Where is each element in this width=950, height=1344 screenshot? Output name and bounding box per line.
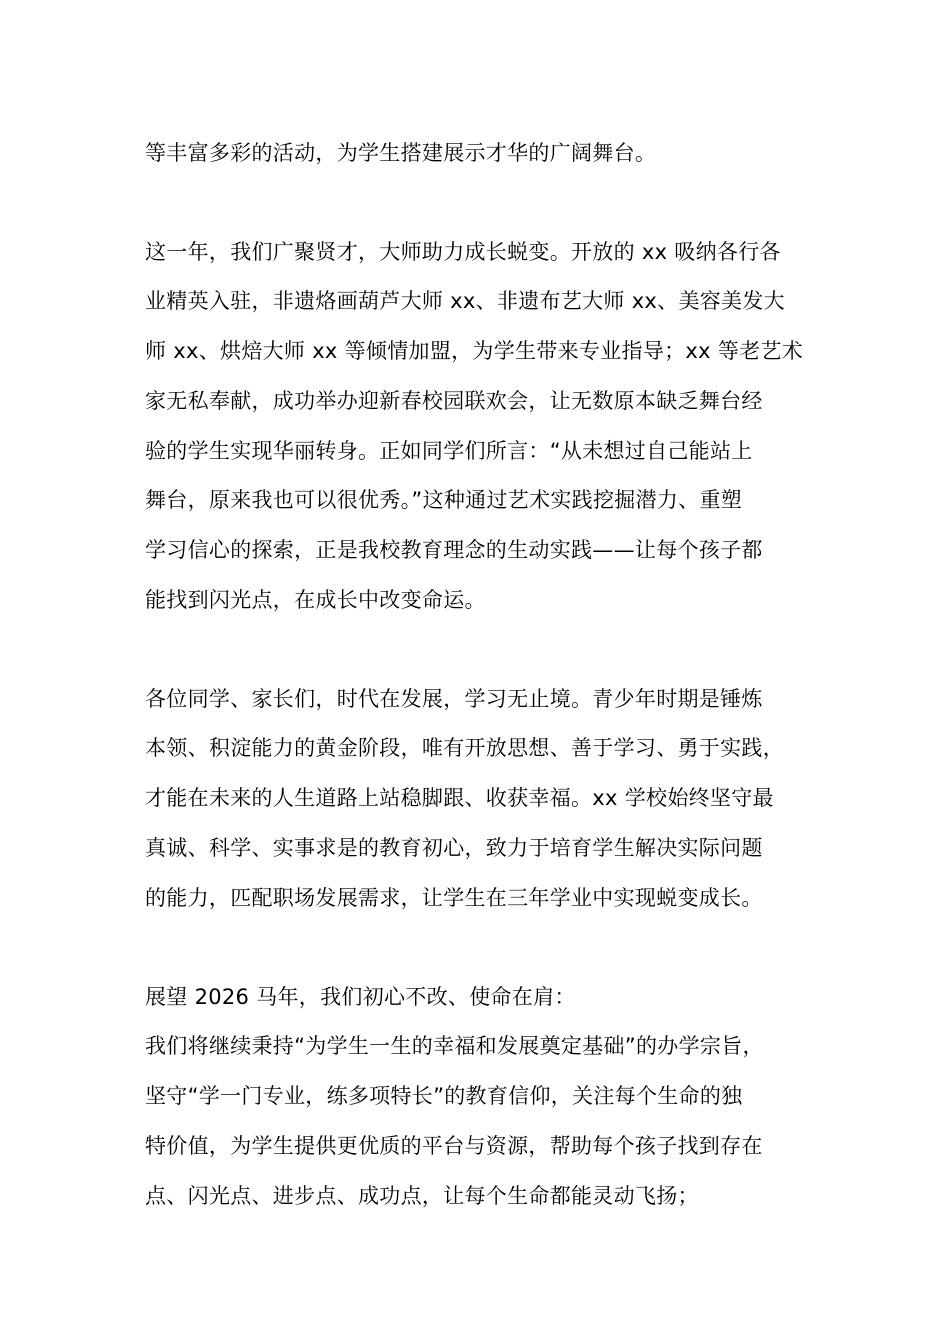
paragraph-1-line-1: 等丰富多彩的活动，为学生搭建展示才华的广阔舞台。 <box>145 141 657 165</box>
paragraph-4-line-2: 我们将继续秉持“为学生一生的幸福和发展奠定基础”的办学宗旨， <box>145 1034 764 1058</box>
paragraph-2-line-5: 验的学生实现华丽转身。正如同学们所言：“从未想过自己能站上 <box>145 439 753 463</box>
paragraph-3-line-3: 才能在未来的人生道路上站稳脚跟、收获幸福。xx 学校始终坚守最 <box>145 786 774 810</box>
paragraph-2-line-2: 业精英入驻，非遗烙画葫芦大师 xx、非遗布艺大师 xx、美容美发大 <box>145 289 785 313</box>
paragraph-2-line-8: 能找到闪光点，在成长中改变命运。 <box>145 588 486 612</box>
paragraph-4-line-3: 坚守“学一门专业，练多项特长”的教育信仰，关注每个生命的独 <box>145 1084 743 1108</box>
paragraph-2-line-1: 这一年，我们广聚贤才，大师助力成长蜕变。开放的 xx 吸纳各行各 <box>145 240 781 264</box>
paragraph-3-line-2: 本领、积淀能力的黄金阶段，唯有开放思想、善于学习、勇于实践， <box>145 736 784 760</box>
paragraph-2-line-7: 学习信心的探索，正是我校教育理念的生动实践——让每个孩子都 <box>145 538 763 562</box>
paragraph-4-line-4: 特价值，为学生提供更优质的平台与资源，帮助每个孩子找到存在 <box>145 1134 763 1158</box>
paragraph-2-line-3: 师 xx、烘焙大师 xx 等倾情加盟，为学生带来专业指导；xx 等老艺术 <box>145 339 804 363</box>
paragraph-3-line-1: 各位同学、家长们，时代在发展，学习无止境。青少年时期是锤炼 <box>145 687 763 711</box>
paragraph-4-line-5: 点、闪光点、进步点、成功点，让每个生命都能灵动飞扬； <box>145 1184 699 1208</box>
paragraph-2-line-4: 家无私奉献，成功举办迎新春校园联欢会，让无数原本缺乏舞台经 <box>145 389 763 413</box>
paragraph-3-line-4: 真诚、科学、实事求是的教育初心，致力于培育学生解决实际问题 <box>145 836 763 860</box>
paragraph-2-line-6: 舞台，原来我也可以很优秀。”这种通过艺术实践挖掘潜力、重塑 <box>145 488 743 512</box>
paragraph-3-line-5: 的能力，匹配职场发展需求，让学生在三年学业中实现蜕变成长。 <box>145 886 763 910</box>
paragraph-4-line-1: 展望 2026 马年，我们初心不改、使命在肩： <box>145 985 576 1009</box>
